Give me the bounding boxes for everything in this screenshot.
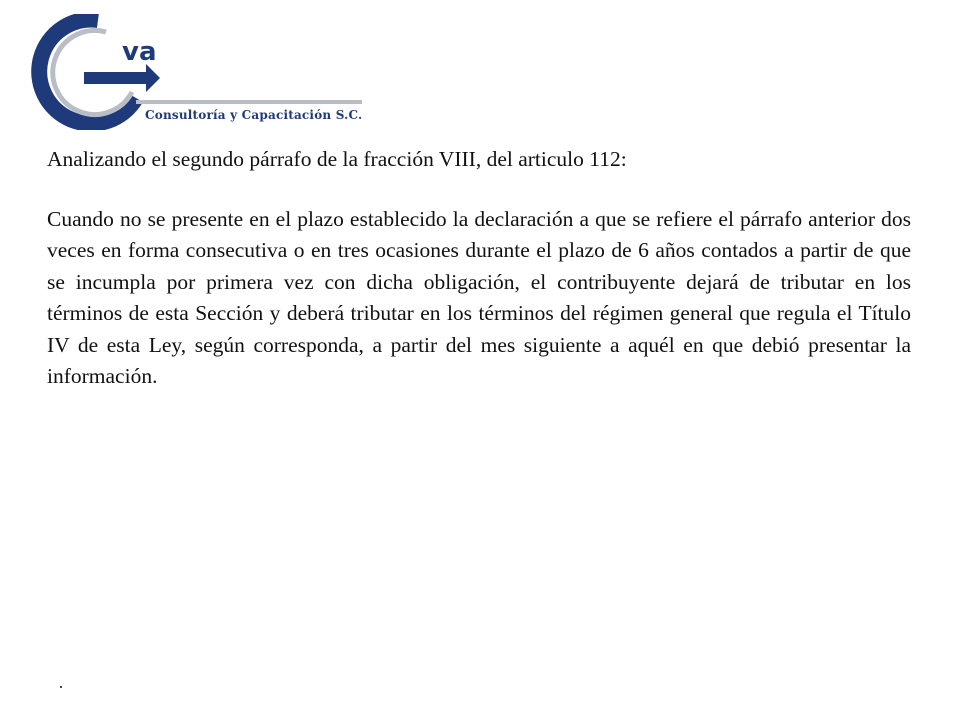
company-logo xyxy=(28,14,368,130)
body-paragraph: Cuando no se presente en el plazo establecido la declaración a que se refiere el párrafo anterior dos veces en forma consecutiva o en tres ocasiones durante el plazo de 6 años contados a partir de que se incumpla por primera vez con dicha obligación, el contribuyente dejará de tributar en los términos de esta Sección y deberá tributar en los términos del régimen general que regula el Título IV de esta Ley, según corresponda, a partir del mes siguiente a aquél en que debió presentar la información. xyxy=(47,206,911,388)
logo-arrow xyxy=(84,64,160,92)
logo-tagline: Consultoría y Capacitación S.C. xyxy=(145,108,363,122)
logo-underline xyxy=(136,100,362,104)
logo-letters: va xyxy=(122,37,157,67)
footer-dot xyxy=(60,686,62,688)
document-content xyxy=(47,144,911,393)
section-heading: Analizando el segundo párrafo de la fracción VIII, del articulo 112: xyxy=(47,147,627,171)
